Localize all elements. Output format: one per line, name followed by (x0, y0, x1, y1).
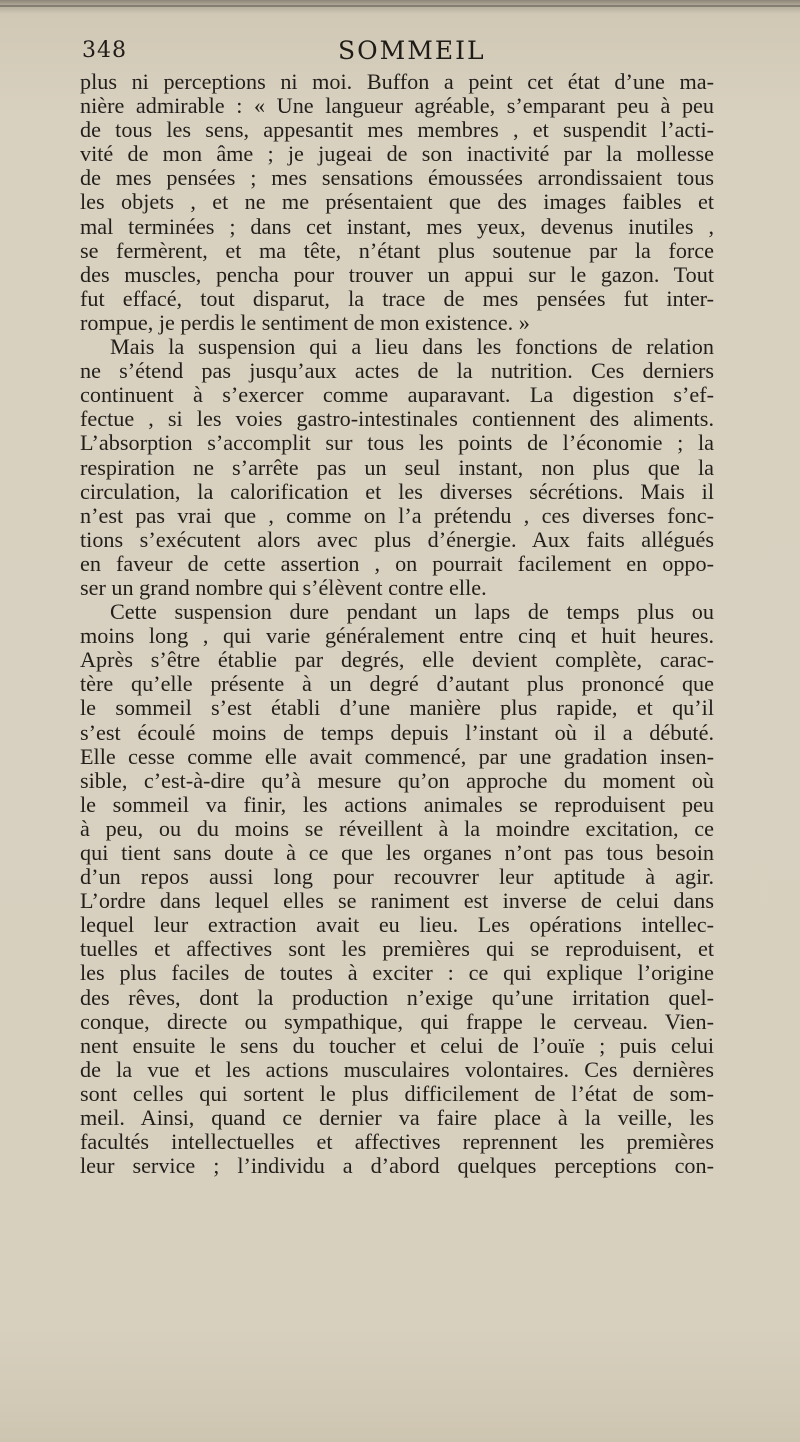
text-line: les plus faciles de toutes à exciter : ce qui explique l’origine (80, 960, 714, 986)
text-line: fut effacé, tout disparut, la trace de mes pensées fut inter- (80, 285, 714, 311)
body-text (80, 70, 714, 1178)
page-edge-line (0, 5, 800, 7)
text-line: meil. Ainsi, quand ce dernier va faire place à la veille, les (80, 1105, 714, 1131)
page-header (82, 34, 722, 70)
text-line: s’est écoulé moins de temps depuis l’instant où il a débuté. (80, 719, 714, 745)
text-line: des muscles, pencha pour trouver un appui sur le gazon. Tout (80, 261, 714, 287)
text-line: tuelles et affectives sont les premières qui se reproduisent, et (80, 936, 714, 962)
text-line: se fermèrent, et ma tête, n’étant plus soutenue par la force (80, 237, 714, 263)
text-line: vité de mon âme ; je jugeai de son inactivité par la mollesse (80, 141, 714, 167)
text-line: sible, c’est-à-dire qu’à mesure qu’on approche du moment où (80, 767, 714, 793)
text-line: nent ensuite le sens du toucher et celui de l’ouïe ; puis celui (80, 1032, 714, 1058)
text-line: sont celles qui sortent le plus difficilement de l’état de som- (80, 1080, 714, 1106)
text-line: facultés intellectuelles et affectives reprennent les premières (80, 1129, 714, 1155)
text-line: le sommeil s’est établi d’une manière plus rapide, et qu’il (80, 695, 714, 721)
text-line: Elle cesse comme elle avait commencé, par une gradation insen- (80, 743, 714, 769)
text-line: nière admirable : « Une langueur agréable, s’emparant peu à peu (80, 93, 714, 119)
paragraph-first-line: Cette suspension dure pendant un laps de temps plus ou (110, 599, 714, 625)
running-head: SOMMEIL (338, 36, 486, 65)
text-line: respiration ne s’arrête pas un seul instant, non plus que la (80, 454, 714, 480)
text-line: L’absorption s’accomplit sur tous les points de l’économie ; la (80, 430, 714, 456)
text-line: lequel leur extraction avait eu lieu. Les opérations intellec- (80, 912, 714, 938)
text-line: L’ordre dans lequel elles se raniment est inverse de celui dans (80, 888, 714, 914)
text-line: Après s’être établie par degrés, elle devient complète, carac- (80, 647, 714, 673)
paragraph-first-line: Mais la suspension qui a lieu dans les fonctions de relation (110, 334, 714, 360)
text-line: continuent à s’exercer comme auparavant. La digestion s’ef- (80, 382, 714, 408)
text-line: ne s’étend pas jusqu’aux actes de la nutrition. Ces derniers (80, 358, 714, 384)
text-line: de tous les sens, appesantit mes membres , et suspendit l’acti- (80, 117, 714, 143)
text-line: plus ni perceptions ni moi. Buffon a peint cet état d’une ma- (80, 69, 714, 94)
text-line: d’un repos aussi long pour recouvrer leur aptitude à agir. (80, 864, 714, 890)
text-line: fectue , si les voies gastro-intestinales contiennent des aliments. (80, 406, 714, 432)
text-line: conque, directe ou sympathique, qui frappe le cerveau. Vien- (80, 1008, 714, 1034)
page-top-edge (0, 0, 800, 14)
text-line: de mes pensées ; mes sensations émoussées arrondissaient tous (80, 165, 714, 191)
text-line: circulation, la calorification et les diverses sécrétions. Mais il (80, 478, 714, 504)
text-line: n’est pas vrai que , comme on l’a prétendu , ces diverses fonc- (80, 502, 714, 528)
page-number: 348 (82, 38, 127, 63)
text-line: rompue, je perdis le sentiment de mon existence. » (80, 309, 530, 335)
text-line: mal terminées ; dans cet instant, mes yeux, devenus inutiles , (80, 213, 714, 239)
text-line: ser un grand nombre qui s’élèvent contre elle. (80, 574, 487, 600)
text-line: qui tient sans doute à ce que les organes n’ont pas tous besoin (80, 840, 714, 865)
text-line: moins long , qui varie généralement entre cinq et huit heures. (80, 623, 714, 649)
text-line: le sommeil va finir, les actions animales se reproduisent peu (80, 791, 714, 817)
text-line: à peu, ou du moins se réveillent à la moindre excitation, ce (80, 815, 714, 841)
text-line: tère qu’elle présente à un degré d’autant plus prononcé que (80, 671, 714, 697)
text-line: des rêves, dont la production n’exige qu’une irritation quel- (80, 984, 714, 1010)
text-line: de la vue et les actions musculaires volontaires. Ces dernières (80, 1056, 714, 1082)
text-line: en faveur de cette assertion , on pourrait facilement en oppo- (80, 550, 714, 576)
text-line: leur service ; l’individu a d’abord quelques perceptions con- (80, 1153, 714, 1179)
text-line: tions s’exécutent alors avec plus d’énergie. Aux faits allégués (80, 526, 714, 552)
text-line: les objets , et ne me présentaient que des images faibles et (80, 189, 714, 215)
